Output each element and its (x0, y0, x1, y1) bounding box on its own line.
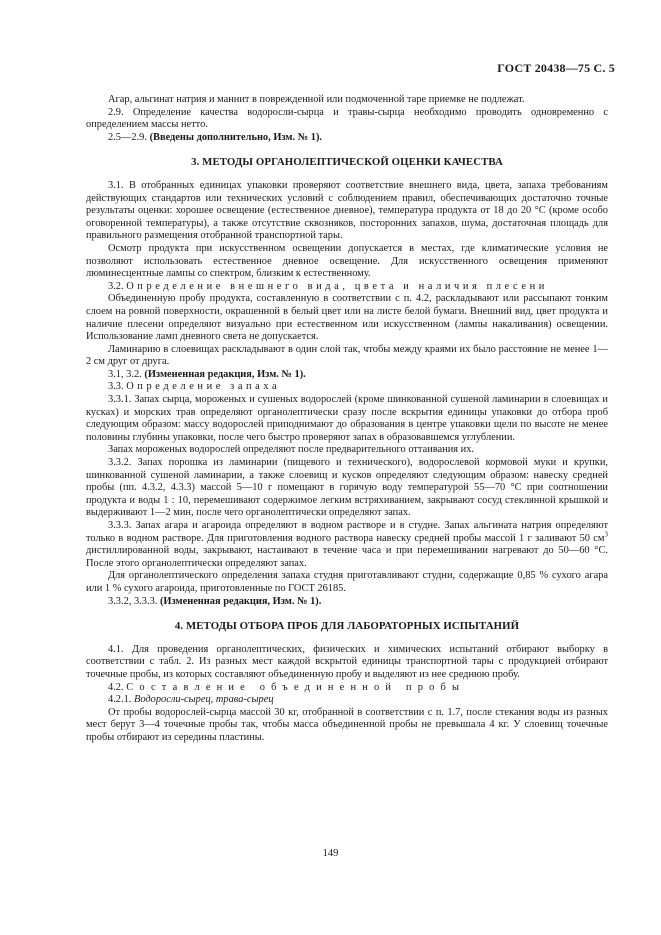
paragraph: Агар, альгинат натрия и маннит в поврежденной или подмоченной таре приемке не подлежат. (108, 94, 525, 105)
clause-title: Определение запаха (126, 381, 281, 393)
paragraph-4-2-1: От пробы водорослей-сырца массой 30 кг, отобранной в соответствии с п. 1.7, после стекания воды из разных мест берут 3—4 точечные пробы так, чтобы масса объединенной пробы не превышала 4 кг. У слоевищ точечные пробы отбирают из середины пластины. (86, 706, 608, 743)
paragraph: 2.9. Определение качества водоросли-сырца и травы-сырца необходимо проводить одновременно с определением массы нетто. (86, 106, 608, 131)
amendment-note (86, 132, 608, 145)
paragraph-3-3-1b: Запах мороженых водорослей определяют после предварительного оттаивания их. (108, 444, 474, 456)
paragraph-3-3-3c: Для органолептического определения запаха студня приготавливают студни, содержащие 0,85 % сухого агара или 1 % сухого агароида, приготовленные по ГОСТ 26185. (86, 570, 608, 594)
note-bold: (Измененная редакция, Изм. № 1). (159, 595, 322, 607)
clause-number: 3.2. (108, 280, 124, 292)
note-bold: (Измененная редакция, Изм. № 1). (144, 368, 306, 380)
subsection-4-2-1-heading (86, 694, 608, 707)
note-prefix: 3.3.2, 3.3.3. (108, 595, 160, 607)
subsection-3-2-heading (86, 281, 608, 294)
paragraph-3-2b: Ламинарию в слоевищах раскладывают в один слой так, чтобы между краями их было расстояние не менее 1—2 см друг от друга. (86, 343, 608, 368)
note-prefix: 2.5—2.9. (108, 131, 150, 143)
paragraph-3-3-2: 3.3.2. Запах порошка из ламинарии (пищевого и технического), водорослевой кормовой муки и крупки, шинкованной сушеной ламинарии, а также слоевищ и кусков определяют следующим образом: навеску средней пробы (пп. 4.3.2, 4.3.3) массой 5—10 г помещают в горячую воду температурой 55—70 °С при соотношении продукта и воды 1 : 10, перемешивают содержимое легким встряхиванием, закрывают сосуд стеклянной крышкой и выдерживают 1—2 мин, после чего органолептически определяют запах. (86, 457, 608, 519)
subsection-3-3-heading (86, 381, 608, 394)
clause-number: 4.2.1. (108, 694, 134, 706)
clause-number: 3.3. (108, 381, 124, 393)
paragraph-3-3-3 (86, 520, 608, 570)
note-bold: (Введены дополнительно, Изм. № 1). (149, 131, 322, 143)
page-content (86, 94, 608, 745)
text-run: дистиллированной воды, закрывают, настаивают в течение часа и при перемешивании нагревают до 50—60 °С. После этого органолептически определяют запах. (86, 545, 608, 569)
clause-title: Составление объединенной пробы (126, 681, 466, 693)
page-number: 149 (322, 848, 339, 859)
clause-title: Водоросли-сырец, трава-сырец (133, 694, 274, 706)
note-prefix: 3.1, 3.2. (108, 368, 145, 380)
paragraph-3-1b: Осмотр продукта при искусственном освещении допускается в местах, где климатические условия не позволяют использовать естественное дневное освещение. Для искусственного освещения применяют люминесцентные лампы со спектром, близким к естественному. (86, 242, 608, 280)
paragraph-3-2a: Объединенную пробу продукта, составленную в соответствии с п. 4.2, раскладывают или рассыпают тонким слоем на ровной поверхности, окрашенной в белый цвет или на листе белой бумаги. Внешний вид, цвет продукта и наличие плесени определяют визуально при естественном или искусственном (лампы накаливания) освещении. Использование ламп дневного света не допускается. (86, 293, 608, 343)
amendment-note (86, 596, 608, 609)
text-run: 3.3.3. Запах агара и агароида определяют в водном растворе и в студне. Запах альгината натрия определяют только в водном растворе. Для приготовления водного раствора навеску средней пробы массой 1 г заливают 50 см (86, 520, 608, 544)
clause-number: 4.2. (108, 681, 124, 693)
page-header: ГОСТ 20438—75 С. 5 (497, 61, 615, 75)
superscript: 3 (604, 530, 608, 539)
clause-title: Определение внешнего вида, цвета и наличия плесени (126, 280, 548, 292)
section-4-title: 4. МЕТОДЫ ОТБОРА ПРОБ ДЛЯ ЛАБОРАТОРНЫХ ИСПЫТАНИЙ (174, 620, 520, 633)
paragraph-4-1: 4.1. Для проведения органолептических, физических и химических испытаний отбирают выборку в соответствии с табл. 2. Из разных мест каждой вскрытой единицы транспортной тары с продукцией отбирают точечные пробы, из которых составляют объединенную пробу и выделяют из нее среднюю пробу. (86, 643, 608, 680)
subsection-4-2-heading (86, 682, 608, 695)
amendment-note (86, 369, 608, 382)
paragraph-3-1: 3.1. В отобранных единицах упаковки проверяют соответствие внешнего вида, цвета, запаха требованиям действующих стандартов или технических условий с соблюдением правил, обеспечивающих достаточно точные результаты оценки: хорошее освещение (естественное дневное), температура продукта от 18 до 20 °С (кроме особо оговоренной температуры), а также отсутствие сквозняков, посторонних запахов, шума, достаточная площадь для правильного размещения отобранной транспортной тары. (86, 179, 608, 242)
paragraph-3-3-1: 3.3.1. Запах сырца, мороженых и сушеных водорослей (кроме шинкованной сушеной ламинарии в слоевищах и кусках) и морских трав определяют органолептически сразу после вскрытия единицы упаковки до отбора проб следующим образом: массу водорослей приподнимают до образования в центре упаковки щели по высоте не менее половины глубины упаковки, после чего быстро проверяют запах в образовавшемся углублении. (86, 394, 608, 443)
section-3-title: 3. МЕТОДЫ ОРГАНОЛЕПТИЧЕСКОЙ ОЦЕНКИ КАЧЕСТВА (191, 156, 503, 169)
